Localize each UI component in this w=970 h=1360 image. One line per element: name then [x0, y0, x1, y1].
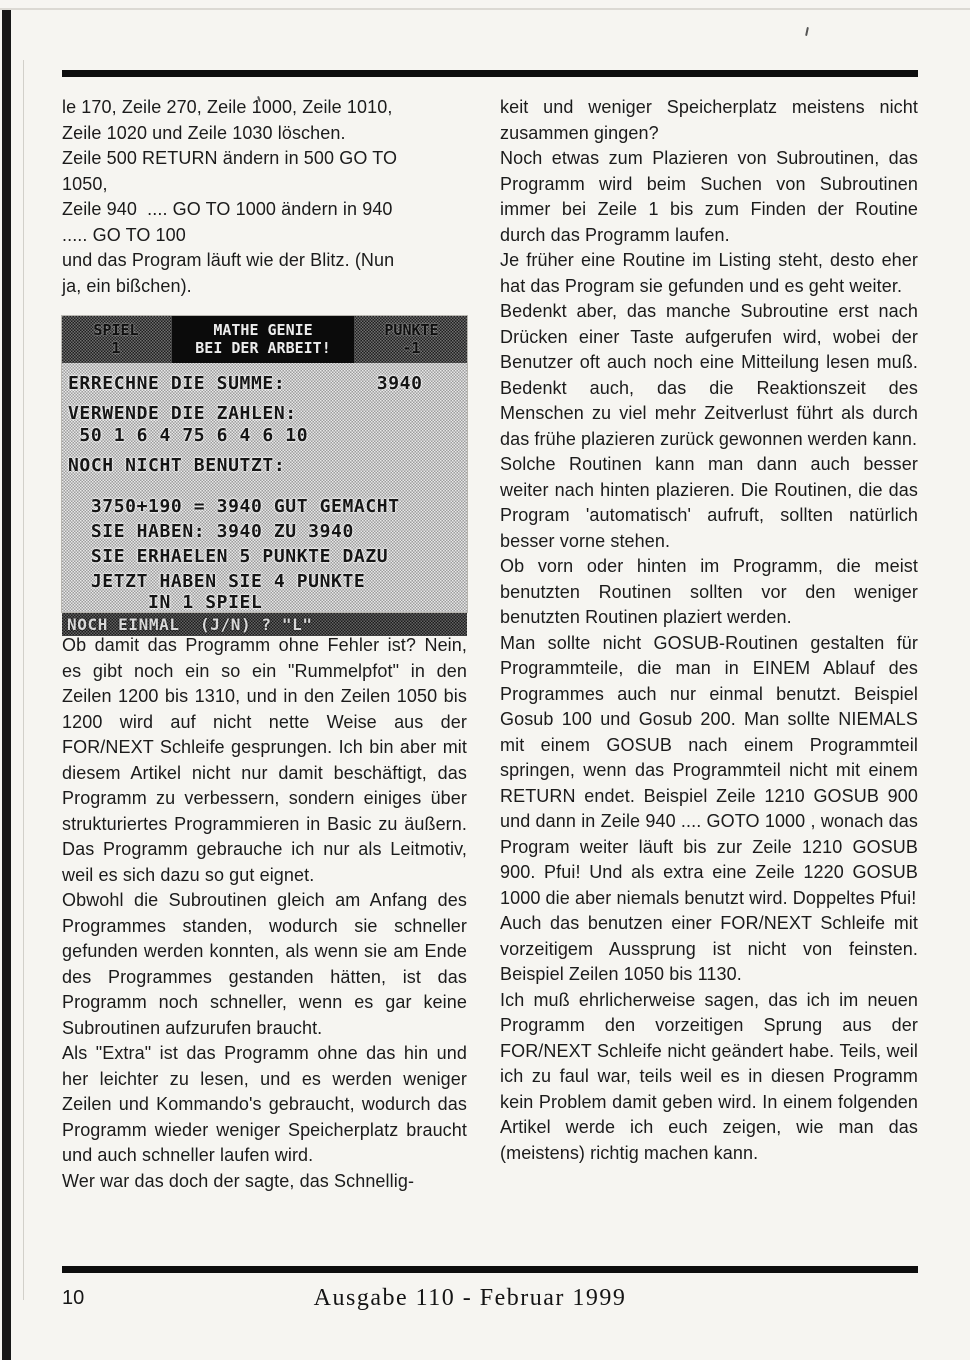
screen-title-box — [172, 316, 354, 363]
bottom-rule — [62, 1266, 918, 1273]
issue-line: Ausgabe 110 - Februar 1999 — [313, 1285, 627, 1311]
screen-title-line2: BEI DER ARBEIT! — [195, 339, 331, 357]
page-content — [62, 70, 918, 1327]
screen-prompt-bar: NOCH EINMAL (J/N) ? "L" — [62, 613, 467, 636]
edit-instruction-line: Zeile 940 .... GO TO 1000 ändern in 940 — [62, 199, 393, 219]
paragraph: Je früher eine Routine im Listing steht, desto eher hat das Program sie gefunden und es geht weiter. — [500, 250, 918, 296]
edit-instruction-line: und das Program läuft wie der Blitz. (Nun — [62, 250, 395, 270]
top-rule — [62, 70, 918, 77]
screen-header-band — [62, 316, 467, 363]
paragraph: Als "Extra" ist das Programm ohne das hin und her leichter zu lesen, und es werden weniger Zeilen und Kommando's gebraucht, wodurch das Programm wieder weniger Speicherplatz braucht und auch schneller laufen wird. — [62, 1043, 467, 1165]
two-column-body — [62, 95, 918, 1262]
screen-text-line: 3750+190 = 3940 GUT GEMACHT — [68, 496, 400, 517]
edit-instructions-block — [62, 95, 467, 299]
paragraph: Obwohl die Subroutinen gleich am Anfang des Programmes standen, wodurch sie schneller gefunden werden konnten, als wenn sie am Ende des Programmes gestanden hätten, ist das Programm noch schneller, wenn es gar keine Subroutinen aufzurufen braucht. — [62, 890, 467, 1038]
left-border-bar — [2, 10, 11, 1360]
paragraph: keit und weniger Speicherplatz meistens nicht zusammen gingen? — [500, 97, 918, 143]
edit-instruction-line: Zeile 500 RETURN ändern in 500 GO TO — [62, 148, 398, 168]
scan-top-edge — [0, 8, 970, 10]
screen-text-line: JETZT HABEN SIE 4 PUNKTE — [68, 571, 366, 592]
edit-instruction-line: Zeile 1020 und Zeile 1030 löschen. — [62, 122, 346, 143]
paragraph: Auch das benutzen einer FOR/NEXT Schleife mit vorzeitigem Aussprung ist nicht von feinsten. Beispiel Zeilen 1050 bis 1130. — [500, 913, 918, 984]
screen-score-counter — [356, 316, 467, 363]
paragraph: Bedenkt aber, das manche Subroutine erst nach Drücken einer Taste aufgerufen wird, wobei der Benutzer oft auch noch eine Mitteilung lesen muß. Bedenkt auch, das die Reaktionszeit des Menschen zu viel mehr Zeitverlust führt als durch das frühe plazieren zurück gewonnen werden kann. — [500, 301, 918, 449]
scan-speckle — [805, 27, 809, 36]
screen-game-counter — [62, 316, 170, 363]
screen-body — [62, 363, 467, 613]
paragraph: Wer war das doch der sagte, das Schnellig- — [62, 1170, 415, 1191]
paragraph: Ich muß ehrlicherweise sagen, das ich im neuen Programm den vorzeitigen Sprung aus der FOR/NEXT Schleife nicht geändert habe. Teils, weil ich zu faul war, teils weil es in diesen Programm kein Problem damit geben wird. In einem folgenden Artikel werde ich euch zeigen, wie man das (meistens) richtig machen kann. — [500, 989, 918, 1163]
program-screenshot — [62, 316, 467, 634]
screen-text-line: 50 1 6 4 75 6 4 6 10 — [68, 425, 309, 446]
page-footer — [62, 1281, 918, 1327]
scan-fold-line — [23, 60, 24, 1300]
edit-instruction-line: le 170, Zeile 270, Zeile 1000, Zeile 1010, — [62, 97, 393, 117]
page-number: 10 — [62, 1287, 85, 1309]
paragraph: Man sollte nicht GOSUB-Routinen gestalten für Programmteile, die man in EINEM Ablauf des Programmes auch nur einmal benutzt. Beispiel Gosub 100 und Gosub 200. Man sollte NIEMALS mit einem GOSUB nach einem Programmteil springen, wenn das Programmteil nicht mit einem RETURN endet. Beispiel Zeile 1210 GOSUB 900 und dann in Zeile 940 .... GOTO 1000 , wonach das Program weiter läuft bis zur Zeile 1210 GOSUB 900. Pfui! Und als extra eine Zeile 1220 GOSUB 1000 die aber niemals benutzt wird. Doppeltes Pfui! — [500, 632, 918, 908]
screen-title-line1: MATHE GENIE — [213, 321, 313, 339]
screen-text-line: SIE HABEN: 3940 ZU 3940 — [68, 521, 354, 542]
screen-game-value: 1 — [111, 339, 121, 357]
screen-text-line: VERWENDE DIE ZAHLEN: — [68, 403, 297, 424]
screen-text-line: NOCH NICHT BENUTZT: — [68, 455, 286, 476]
screen-game-label: SPIEL — [93, 321, 139, 339]
paragraph: Ob vorn oder hinten im Programm, die meist benutzten Routinen sollten vor den weniger benutzten Routinen plaziert werden. — [500, 556, 918, 627]
paragraph: Noch etwas zum Plazieren von Subroutinen, das Programm wird beim Suchen von Subroutinen immer bei Zeile 1 bis zum Finden der Routine durch das Programm laufen. — [500, 148, 918, 245]
edit-instruction-line: 1050, — [62, 173, 108, 194]
paragraph: Ob damit das Programm ohne Fehler ist? Nein, es gibt noch ein so ein "Rummelpfot" in den Zeilen 1200 bis 1310, und in den Zeilen 1050 bis 1200 wird auf nicht nette Weise aus der FOR/NEXT Schleife gesprungen. Ich bin aber mit diesem Artikel nicht nur damit beschäftigt, das Programm zu verbessern, sondern einiges über strukturiertes Programmieren in Basic zu äußern. Das Programm gebrauche ich nur als Leitmotiv, weil es sich dazu so gut eignet. — [62, 635, 467, 885]
paragraph: Solche Routinen kann man dann auch besser weiter nach hinten plazieren. Die Routinen, die das Program 'automatisch' aufruft, sollten natürlich besser vorne stehen. — [500, 454, 918, 551]
edit-instruction-line: ja, ein bißchen). — [62, 275, 192, 296]
right-column — [500, 95, 918, 1262]
edit-instruction-line: ..... GO TO 100 — [62, 224, 186, 245]
screen-text-line: IN 1 SPIEL — [68, 592, 263, 613]
screen-score-label: PUNKTE — [384, 321, 439, 339]
screen-text-line: SIE ERHAELEN 5 PUNKTE DAZU — [68, 546, 389, 567]
left-column — [62, 95, 467, 1262]
screen-text-line: ERRECHNE DIE SUMME: 3940 — [68, 373, 423, 394]
screen-score-value: -1 — [402, 339, 421, 357]
